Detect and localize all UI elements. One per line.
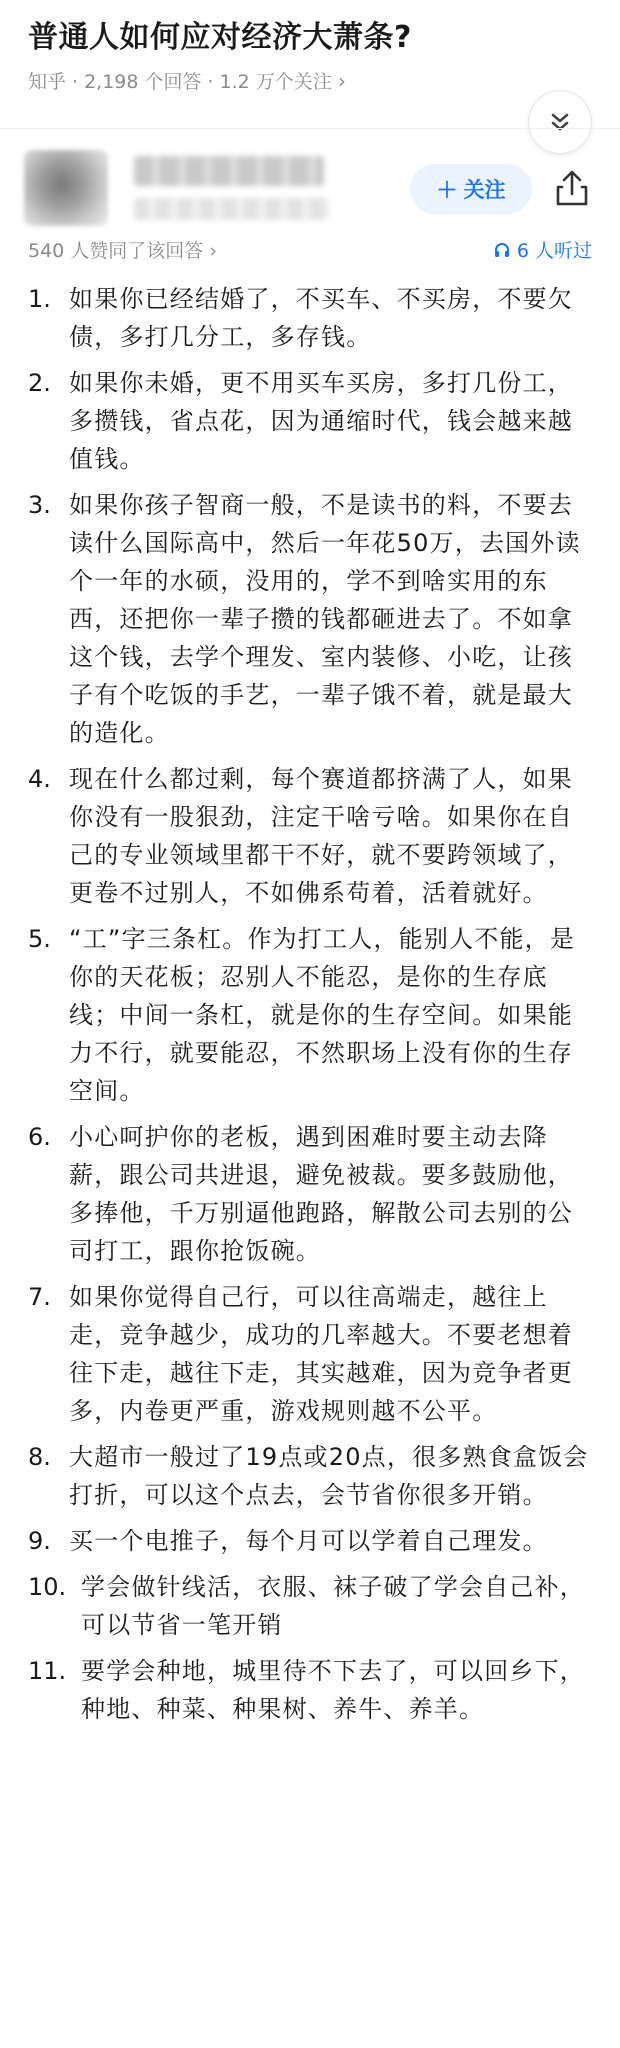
list-item bbox=[28, 486, 594, 752]
list-item bbox=[28, 1568, 594, 1644]
follow-label: 关注 bbox=[463, 178, 506, 202]
list-item bbox=[28, 1118, 594, 1270]
vote-count[interactable] bbox=[28, 240, 217, 262]
vote-row bbox=[28, 236, 592, 264]
list-item bbox=[28, 1438, 594, 1514]
list-item bbox=[28, 760, 594, 912]
list-item bbox=[28, 364, 594, 478]
list-item-number: 8. bbox=[28, 1443, 51, 1471]
author-row bbox=[24, 150, 592, 230]
list-item bbox=[28, 1278, 594, 1430]
list-item-number: 5. bbox=[28, 925, 51, 953]
question-title[interactable]: 普通人如何应对经济大萧条? bbox=[28, 20, 412, 55]
list-item-text: 学会做针线活，衣服、袜子破了学会自己补，可以节省一笔开销 bbox=[81, 1573, 585, 1639]
list-item bbox=[28, 1522, 594, 1560]
collapse-button[interactable] bbox=[528, 90, 592, 154]
chevron-right-icon: › bbox=[337, 69, 346, 93]
vote-text: 540 人赞同了该回答 bbox=[28, 240, 204, 262]
list-item-number: 10. bbox=[28, 1573, 67, 1601]
listeners-text: 6 人听过 bbox=[516, 240, 592, 262]
avatar[interactable] bbox=[24, 150, 108, 226]
answer-list bbox=[28, 280, 594, 1736]
follower-count: 1.2 万个关注 bbox=[219, 71, 332, 93]
list-item-number: 3. bbox=[28, 491, 51, 519]
list-item-number: 2. bbox=[28, 369, 51, 397]
list-item-number: 7. bbox=[28, 1283, 51, 1311]
list-item-text: 如果你已经结婚了，不买车、不买房，不要欠债，多打几分工，多存钱。 bbox=[69, 285, 573, 351]
follow-button[interactable] bbox=[410, 164, 532, 214]
list-item-text: “工”字三条杠。作为打工人，能别人不能，是你的天花板；忍别人不能忍，是你的生存底线；中间一条杠，就是你的生存空间。如果能力不行，就要能忍，不然职场上没有你的生存空间。 bbox=[69, 925, 576, 1105]
headphones-icon bbox=[493, 241, 511, 259]
list-item-text: 小心呵护你的老板，遇到困难时要主动去降薪，跟公司共进退，避免被裁。要多鼓励他，多捧他，千万别逼他跑路，解散公司去别的公司打工，跟你抢饭碗。 bbox=[69, 1123, 573, 1265]
source-label: 知乎 bbox=[28, 71, 67, 93]
list-item-text: 买一个电推子，每个月可以学着自己理发。 bbox=[69, 1527, 548, 1555]
list-item-text: 如果你觉得自己行，可以往高端走，越往上走，竞争越少，成功的几率越大。不要老想着往下走，越往下走，其实越难，因为竞争者更多，内卷更严重，游戏规则越不公平。 bbox=[69, 1283, 573, 1425]
plus-icon: ＋ bbox=[436, 178, 458, 202]
meta-separator: · bbox=[72, 71, 79, 93]
list-item bbox=[28, 280, 594, 356]
list-item-number: 11. bbox=[28, 1657, 67, 1685]
list-item bbox=[28, 920, 594, 1110]
list-item bbox=[28, 1652, 594, 1728]
author-bio-blurred bbox=[134, 198, 329, 220]
question-header bbox=[0, 0, 620, 95]
list-item-text: 如果你未婚，更不用买车买房，多打几份工，多攒钱，省点花，因为通缩时代，钱会越来越值钱。 bbox=[69, 369, 573, 473]
meta-separator: · bbox=[207, 71, 214, 93]
listen-count[interactable] bbox=[493, 236, 592, 263]
author-name-blurred[interactable] bbox=[134, 156, 324, 186]
divider bbox=[0, 128, 620, 129]
chevron-right-icon: › bbox=[209, 240, 217, 262]
list-item-number: 4. bbox=[28, 765, 51, 793]
list-item-text: 现在什么都过剩，每个赛道都挤满了人，如果你没有一股狠劲，注定干啥亏啥。如果你在自己的专业领域里都干不好，就不要跨领域了，更卷不过别人，不如佛系苟着，活着就好。 bbox=[69, 765, 573, 907]
list-item-number: 1. bbox=[28, 285, 51, 313]
list-item-number: 6. bbox=[28, 1123, 51, 1151]
list-item-text: 要学会种地，城里待不下去了，可以回乡下，种地、种菜、种果树、养牛、养羊。 bbox=[81, 1657, 585, 1723]
share-icon[interactable] bbox=[552, 166, 592, 210]
list-item-number: 9. bbox=[28, 1527, 51, 1555]
list-item-text: 如果你孩子智商一般，不是读书的料，不要去读什么国际高中，然后一年花50万，去国外读个一年的水硕，没用的，学不到啥实用的东西，还把你一辈子攒的钱都砸进去了。不如拿这个钱，去学个理发、室内装修、小吃，让孩子有个吃饭的手艺，一辈子饿不着，就是最大的造化。 bbox=[69, 491, 581, 747]
question-meta[interactable] bbox=[28, 68, 592, 95]
double-chevron-down-icon bbox=[547, 109, 573, 135]
answer-count: 2,198 个回答 bbox=[84, 71, 202, 93]
list-item-text: 大超市一般过了19点或20点，很多熟食盒饭会打折，可以这个点去，会节省你很多开销。 bbox=[69, 1443, 589, 1509]
